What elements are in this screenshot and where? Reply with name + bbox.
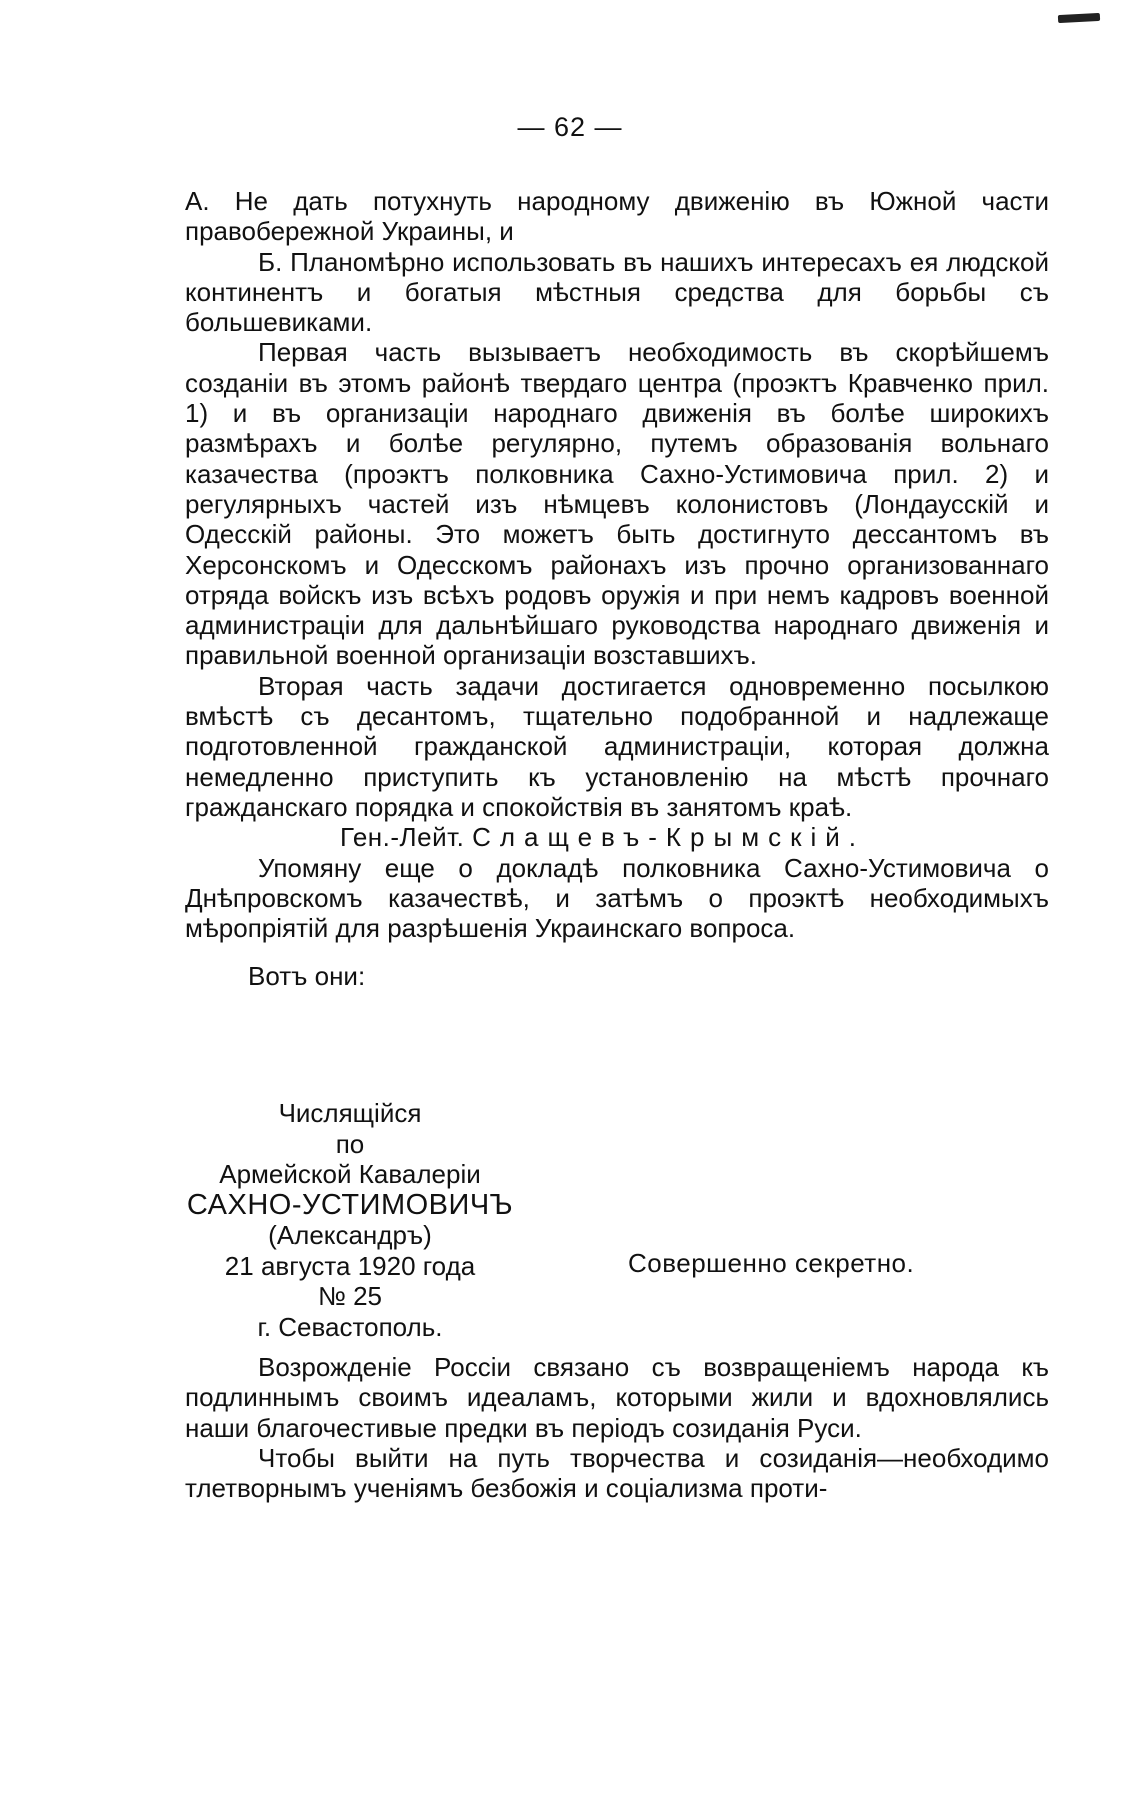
paragraph-revival: Возрожденіе Россіи связано съ возвращеніемъ народа къ подлиннымъ своимъ идеаламъ, которыми жили и вдохновлялись наши благочестивые предки въ періодъ созиданія Руси. bbox=[185, 1352, 1049, 1443]
signature-line bbox=[185, 822, 1049, 852]
header-number: № 25 bbox=[317, 1281, 383, 1311]
header-date: 21 августа 1920 года bbox=[224, 1250, 476, 1281]
header-line-5: (Александръ) bbox=[268, 1220, 432, 1250]
signature-name: Слащевъ-Крымскій. bbox=[472, 822, 865, 853]
header-place: г. Севастополь. bbox=[257, 1311, 443, 1342]
paragraph-path: Чтобы выйти на путь творчества и созиданія—необходимо тлетворнымъ ученіямъ безбожія и соціализма проти- bbox=[185, 1442, 1049, 1504]
header-author-name: САХНО-УСТИМОВИЧЪ bbox=[186, 1188, 514, 1221]
paragraph-b: Б. Планомѣрно использовать въ нашихъ интересахъ ея людской континентъ и богатыя мѣстныя средства для борьбы съ большевиками. bbox=[185, 246, 1049, 338]
secret-label: Совершенно секретно. bbox=[628, 1248, 915, 1278]
lead-in: Вотъ они: bbox=[248, 961, 366, 992]
header-line-3: Армейской Кавалеріи bbox=[219, 1159, 481, 1189]
document-header bbox=[180, 1098, 520, 1342]
continued-text-block bbox=[185, 1352, 1049, 1503]
paragraph-first-part: Первая часть вызываетъ необходимость въ скорѣйшемъ созданіи въ этомъ районѣ твердаго центра (проэктъ Кравченко прил. 1) и въ организаціи народнаго движенія въ болѣе широкихъ размѣрахъ и болѣе регулярно, путемъ образованія вольнаго казачества (проэктъ полковника Сахно-Устимовича прил. 2) и регулярныхъ частей изъ нѣмцевъ колонистовъ (Лондаусскій и Одесскій районы. Это можетъ быть достигнуто дессантомъ въ Херсонскомъ и Одесскомъ районахъ изъ прочно организованнаго отряда войскъ изъ всѣхъ родовъ оружія и при немъ кадровъ военной администраціи для дальнѣйшаго руководства народнаго движенія и правильной военной организаціи возставшихъ. bbox=[185, 337, 1049, 671]
paragraph-second-part: Вторая часть задачи достигается одновременно посылкою вмѣстѣ съ десантомъ, тщательно подобранной и надлежаще подготовленной гражданской администраціи, которая должна немедленно приступить къ установленію на мѣстѣ прочнаго гражданскаго порядка и спокойствія въ занятомъ краѣ. bbox=[185, 670, 1049, 822]
header-line-1: Числящійся bbox=[278, 1098, 422, 1128]
page-number: — 62 — bbox=[517, 112, 623, 142]
header-line-2: по bbox=[335, 1128, 365, 1159]
scan-mark bbox=[1058, 13, 1100, 23]
signature-rank: Ген.-Лейт. bbox=[340, 822, 465, 853]
paragraph-a: А. Не дать потухнуть народному движенію въ Южной части правобережной Украины, и bbox=[185, 186, 1049, 247]
main-text-block bbox=[185, 186, 1049, 992]
paragraph-mention: Упомяну еще о докладѣ полковника Сахно-Устимовича о Днѣпровскомъ казачествѣ, и затѣмъ о проэктѣ необходимыхъ мѣропріятій для разрѣшенія Украинскаго вопроса. bbox=[185, 852, 1049, 944]
